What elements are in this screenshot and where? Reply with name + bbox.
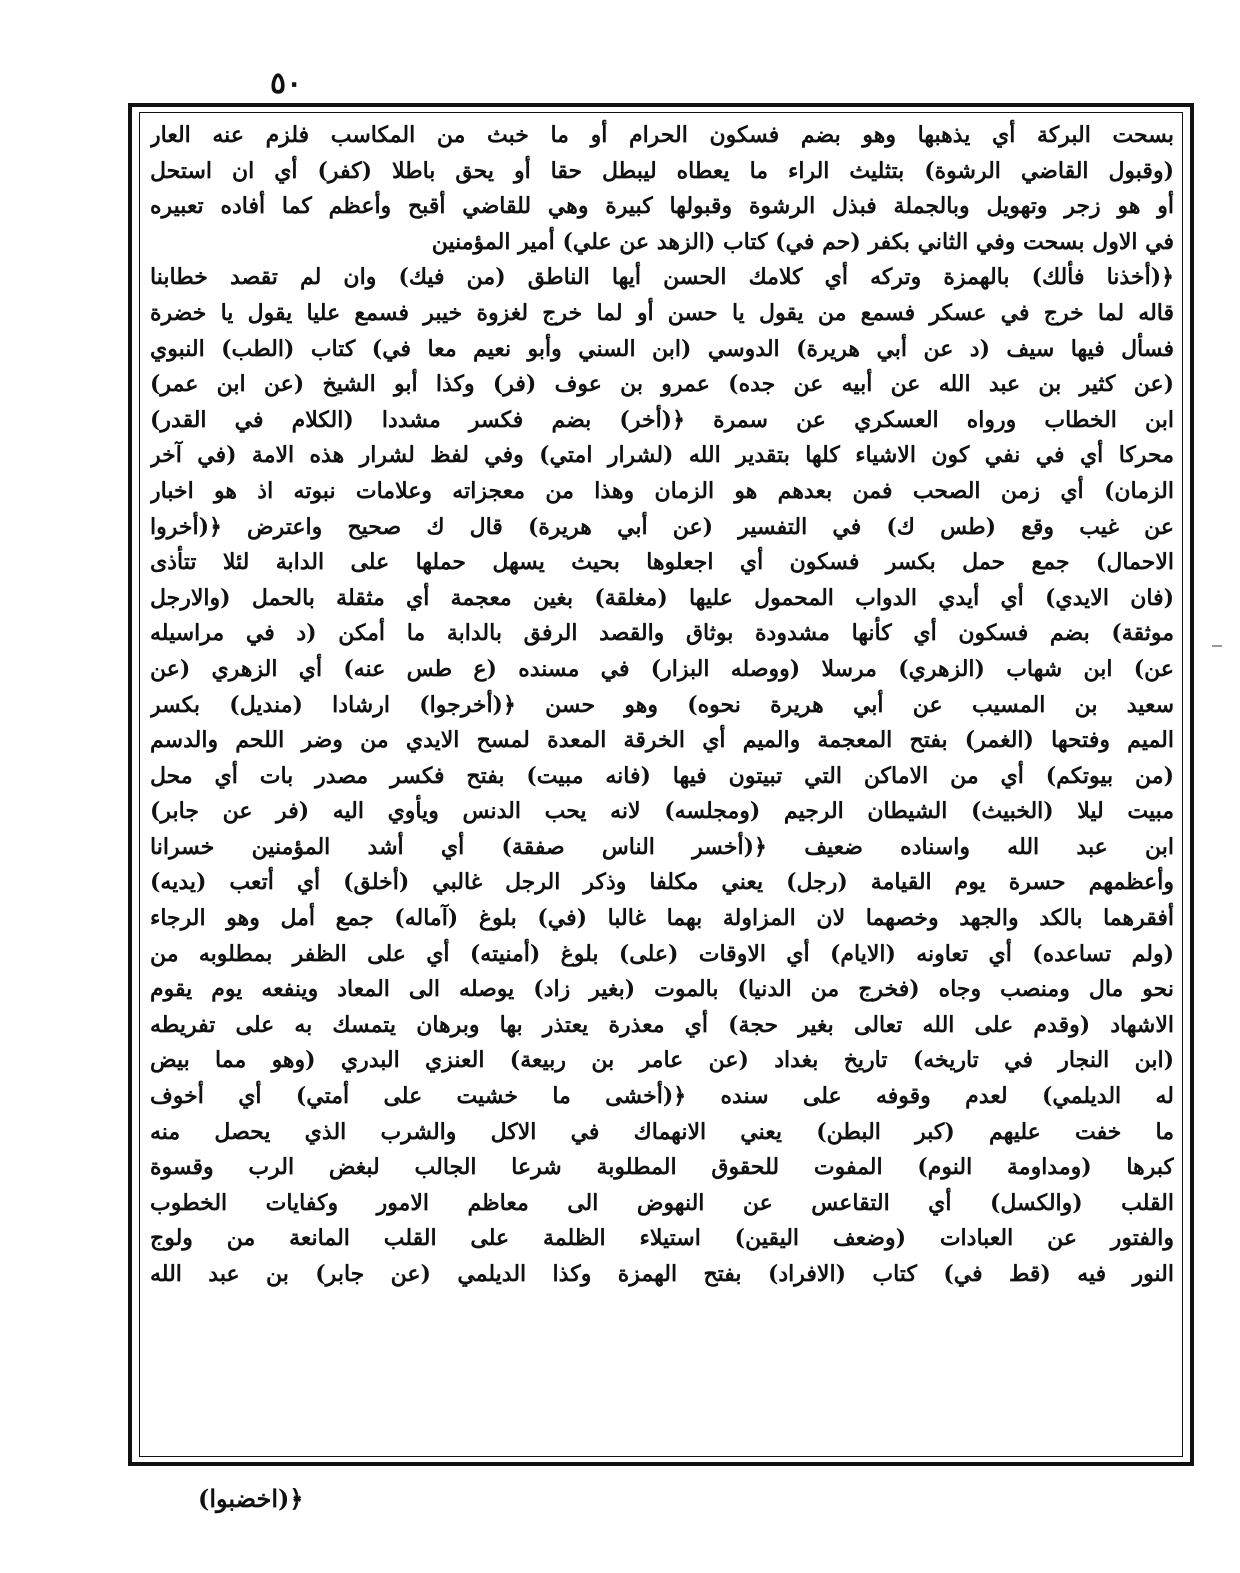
text-line: أو هو زجر وتهويل وبالجملة فبذل الرشوة وقبولها كبيرة وهي للقاضي أقبح وأعظم كما أفاده تعبيره (150, 193, 1174, 220)
text-line: الميم وفتحها (الغمر) بفتح المعجمة والميم أي الخرقة المعدة لمسح الايدي من وضر اللحم والدسم (150, 727, 1174, 754)
catchword: ﴿(اخضبوا) (198, 1484, 304, 1513)
page-number: ٥٠ (270, 66, 303, 101)
text-line: (فان الايدي) أي أيدي الدواب المحمول عليها (مغلقة) بغين معجمة أي مثقلة بالحمل (والارجل (150, 584, 1174, 611)
text-line: ابن عبد الله واسناده ضعيف ﴿(أخسر الناس صفقة) أي أشد المؤمنين خسرانا (150, 833, 1174, 860)
text-line: عن) ابن شهاب (الزهري) مرسلا (ووصله البزار) في مسنده (ع طس عنه) أي الزهري (عن (150, 655, 1174, 682)
text-line: (وقبول القاضي الرشوة) بتثليث الراء ما يعطاه ليبطل حقا أو يحق باطلا (كفر) أي ان استحل (150, 157, 1174, 184)
text-line: القلب (والكسل) أي التقاعس عن النهوض الى معاظم الامور وكفايات الخطوب (150, 1189, 1174, 1216)
text-line: بسحت البركة أي يذهبها وهو بضم فسكون الحرام أو ما خبث من المكاسب فلزم عنه العار (150, 122, 1174, 148)
text-line: موثقة) بضم فسكون أي كأنها مشدودة بوثاق والقصد الرفق بالدابة ما أمكن (د في مراسيله (150, 620, 1174, 647)
text-line: الاشهاد (وقدم على الله تعالى بغير حجة) أي معذرة يعتذر بها وبرهان يتمسك به على تفريطه (150, 1011, 1174, 1038)
text-line: في الاول بسحت وفي الثاني بكفر (حم في) كتاب (الزهد عن علي) أمير المؤمنين (431, 228, 1174, 255)
text-line: الزمان) أي زمن الصحب فمن بعدهم هو الزمان وهذا من معجزاته وعلامات نبوته اذ هو اخبار (150, 477, 1174, 504)
text-line: النور فيه (قط في) كتاب (الافراد) بفتح الهمزة وكذا الديلمي (عن جابر) بن عبد الله (150, 1261, 1174, 1287)
text-line: مبيت ليلا (الخبيث) الشيطان الرجيم (ومجلسه) لانه يحب الدنس ويأوي اليه (فر عن جابر) (150, 798, 1174, 825)
text-line: وأعظمهم حسرة يوم القيامة (رجل) يعني مكلفا وذكر الرجل غالبي (أخلق) أي أتعب (يديه) (150, 869, 1174, 896)
text-line: قاله لما خرج في عسكر فسمع من يقول يا حسن أو لما خرج لغزوة خيبر فسمع عليا يقول يا خضرة (150, 299, 1174, 326)
text-line: فسأل فيها سيف (د عن أبي هريرة) الدوسي (ابن السني وأبو نعيم معا في) كتاب (الطب) النبوي (150, 335, 1174, 362)
main-text-block (150, 118, 1174, 1448)
text-line: (ابن النجار في تاريخه) تاريخ بغداد (عن عامر بن ربيعة) العنزي البدري (وهو مما بيض (150, 1047, 1174, 1074)
scan-mark (1212, 645, 1222, 647)
text-line: عن غيب وقع (طس ك) في التفسير (عن أبي هريرة) قال ك صحيح واعترض ﴿(أخروا (150, 513, 1174, 540)
text-line: كبرها (ومداومة النوم) المفوت للحقوق المطلوبة شرعا الجالب لبغض الرب وقسوة (150, 1154, 1174, 1181)
text-line: نحو مال ومنصب وجاه (فخرج من الدنيا) بالموت (بغير زاد) يوصله الى المعاد وينفعه يوم يقوم (150, 976, 1174, 1003)
text-line: ﴿(أخذنا فألك) بالهمزة وتركه أي كلامك الحسن أيها الناطق (من فيك) وان لم تقصد خطابنا (150, 264, 1174, 291)
text-line: (من بيوتكم) أي من الاماكن التي تبيتون فيها (فانه مبيت) بفتح فكسر مصدر بات أي محل (150, 762, 1174, 789)
text-line: أفقرهما بالكد والجهد وخصهما لان المزاولة بهما غالبا (في) بلوغ (آماله) جمع أمل وهو الرجاء (150, 905, 1174, 932)
text-line: ما خفت عليهم (كبر البطن) يعني الانهماك في الاكل والشرب الذي يحصل منه (150, 1118, 1174, 1145)
text-line: سعيد بن المسيب عن أبي هريرة نحوه) وهو حسن ﴿(أخرجوا) ارشادا (منديل) بكسر (150, 691, 1174, 718)
text-line: له الديلمي) لعدم وقوفه على سنده ﴿(أخشى ما خشيت على أمتي) أي أخوف (150, 1083, 1174, 1110)
text-line: (ولم تساعده) أي تعاونه (الايام) أي الاوقات (على) بلوغ (أمنيته) أي على الظفر بمطلوبه من (150, 940, 1174, 967)
text-line: محركا أي في نفي كون الاشياء كلها بتقدير الله (لشرار امتي) وفي لفظ لشرار هذه الامة (في آخر (150, 442, 1174, 469)
text-line: ابن الخطاب ورواه العسكري عن سمرة ﴿(أخر) بضم فكسر مشددا (الكلام في القدر) (150, 406, 1174, 433)
text-line: (عن كثير بن عبد الله عن أبيه عن جده) عمرو بن عوف (فر) وكذا أبو الشيخ (عن ابن عمر) (150, 371, 1174, 398)
text-line: الاحمال) جمع حمل بكسر فسكون أي اجعلوها بحيث يسهل حملها على الدابة لئلا تتأذى (150, 549, 1174, 576)
text-line: والفتور عن العبادات (وضعف اليقين) استيلاء الظلمة على القلب المانعة من ولوج (150, 1225, 1174, 1252)
